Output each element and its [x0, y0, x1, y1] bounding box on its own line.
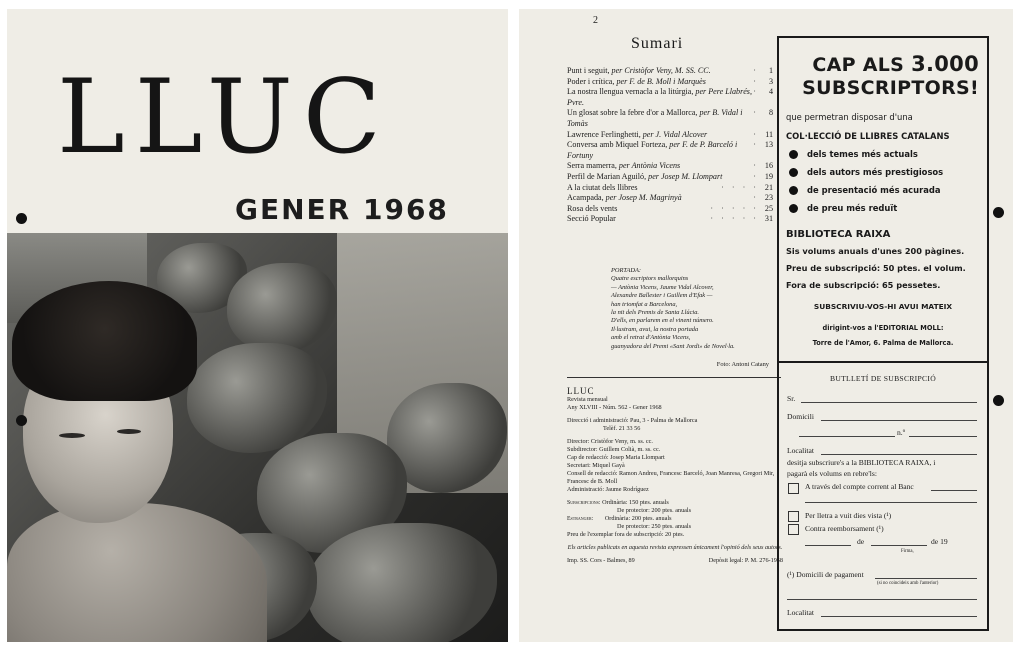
caption-line: Quatre escriptors mallorquins — [611, 275, 689, 283]
masthead-title: LLUC — [57, 58, 391, 177]
bullet-icon — [789, 186, 798, 195]
toc-entry: Secció Popular · · · · · 31 — [567, 214, 773, 224]
option-checkbox[interactable] — [788, 511, 799, 522]
caption-line: — Antònia Vicens, Jaume Vidal Alcover, — [611, 283, 714, 291]
bank-line-2[interactable] — [805, 502, 977, 503]
issue-date: GENER 1968 — [235, 193, 449, 226]
form-title: BUTLLETÍ DE SUBSCRIPCIÓ — [829, 374, 937, 383]
subscription-ad: CAP ALS 3.000 SUBSCRIPTORS! que permetran disposar d'una COL·LECCIÓ DE LLIBRES CATALANS dels temes més actuals dels autors més prestigiosos de presentació més acurada de preu més reduït BIBLIOTECA RAIXA Sis volums anuals d'unes 200 pàgines. Preu de subscripció: 50 ptes. el volum. Fora de subscripció: 65 pessetes. SUBSCRIVIU-VOS-HI AVUI MATEIX dirigint-vos a l'EDITORIAL MOLL: Torre de l'Amor, 6. Palma de Mallorca. BUTLLETÍ DE SUBSCRIPCIÓ Sr. Domicili n.º Localitat desitja subscriure's a la BIBLIOTECA RAIXA, i pagarà els volums en rebre'ls: A través del compte corrent al Banc Per lletra a vuit dies vista (¹) Contra reemborsament (¹) de de 19 Firma, (¹) Domicili de pagament (si no coincideix amb l'anterior) Localitat — [777, 36, 989, 631]
photo-eye — [59, 433, 85, 438]
page-number: 2 — [593, 15, 598, 26]
toc-entry: A la ciutat dels llibres · · · · 21 — [567, 182, 773, 192]
cover-caption: PORTADA: Quatre escriptors mallorquins — Antònia Vicens, Jaume Vidal Alcover, Alexandre Ballester i Guillem d'Efak — han triomfat a Barcelona, la nit dels Premis de Santa Llúcia. D'ells, en parlarem en el vinent número. Il·lustram, avui, la nostra portada amb el retrat d'Antònia Vicens, guanyadora del Premi «Sant Jordi» de Novel·la. — [611, 267, 781, 351]
ad-bullet: dels autors més prestigiosos — [789, 167, 943, 177]
toc-entry: Serra mamerra, per Antònia Vicens · 16 — [567, 161, 773, 171]
ad-bullet: de preu més reduït — [789, 203, 897, 213]
payment-town-line[interactable] — [821, 616, 977, 617]
bullet-icon — [789, 204, 798, 213]
toc-entry: Perfil de Marian Aguiló, per Josep M. Llompart · 19 — [567, 171, 773, 181]
photo-hair — [12, 281, 197, 401]
bank-line[interactable] — [931, 490, 977, 491]
caption-line: Alexandre Ballester i Guillem d'Efak — — [611, 292, 713, 300]
sumari-title: Sumari — [631, 35, 684, 52]
bullet-icon — [789, 150, 798, 159]
cover-photo — [7, 233, 508, 642]
photo-sweater — [7, 503, 267, 642]
caption-line: D'ells, en parlarem en el vinent número. — [611, 317, 714, 325]
toc-entry: La nostra llengua vernacla a la litúrgia, per Pere Llabrés, Pvre. · 4 — [567, 87, 773, 107]
table-of-contents — [567, 66, 773, 225]
option-checkbox[interactable] — [788, 483, 799, 494]
binding-hole — [993, 395, 1004, 406]
bullet-icon — [789, 168, 798, 177]
colophon: LLUC Revista mensual Any XLVIII - Núm. 562 - Gener 1968 Direcció i administració: Pau, 3 - Palma de Mallorca Telèf. 21 33 56 Director: Cristòfor Veny, m. ss. cc. Subdirector: Guillem Colià, m. ss. cc. Cap de redacció: Josep Maria Llompart Secretari: Miquel Gayà Consell de redacció: Ramon Andreu, Francesc Barceló, Joan Manresa, Gregori Mir, Francesc de B. Moll Administració: Jaume Rodríguez Subscripcions: Ordinària: 150 ptes. anuals De protector: 200 ptes. anuals Estranger: Ordinària: 200 ptes. anuals De protector: 250 ptes. anuals Preu de l'exemplar fora de subscripció: 20 ptes. Els articles publicats en aquesta revista expressen únicament l'opinió dels seus autors. Imp. SS. Cors - Balmes, 89 Depòsit legal: P. M. 276-1958 — [567, 386, 783, 564]
caption-line: han triomfat a Barcelona, — [611, 300, 678, 308]
address-line[interactable] — [821, 420, 977, 421]
toc-entry: Un glosat sobre la febre d'or a Mallorca, per B. Vidal i Tomàs · 8 — [567, 108, 773, 128]
caption-line: amb el retrat d'Antònia Vicens, — [611, 334, 691, 342]
caption-line: guanyadora del Premi «Sant Jordi» de Novel·la. — [611, 342, 735, 350]
option-checkbox[interactable] — [788, 524, 799, 535]
place-line[interactable] — [805, 545, 851, 546]
binding-hole — [16, 213, 27, 224]
toc-entry: Conversa amb Miquel Forteza, per F. de P. Barceló i Fortuny · 13 — [567, 140, 773, 160]
photo-foliage — [307, 523, 497, 642]
address-line-2[interactable] — [799, 436, 895, 437]
cover-page — [7, 9, 508, 642]
binding-hole — [993, 207, 1004, 218]
name-line[interactable] — [801, 402, 977, 403]
toc-entry: Punt i seguit, per Cristòfor Veny, M. SS. CC. · 1 — [567, 66, 773, 75]
toc-entry: Rosa dels vents · · · · · 25 — [567, 203, 773, 213]
ad-bullet: de presentació més acurada — [789, 185, 941, 195]
payment-address-line[interactable] — [875, 578, 977, 579]
date-line[interactable] — [871, 545, 927, 546]
inner-page — [519, 9, 1013, 642]
photo-credit: Foto: Antoni Catany — [716, 361, 769, 368]
payment-address-line-2[interactable] — [787, 599, 977, 600]
divider — [567, 377, 781, 378]
town-line[interactable] — [821, 454, 977, 455]
photo-eye — [117, 429, 141, 434]
photo-foliage — [227, 263, 337, 353]
caption-line: la nit dels Premis de Santa Llúcia. — [611, 309, 699, 317]
ad-divider — [779, 361, 987, 363]
number-line[interactable] — [909, 436, 977, 437]
toc-entry: Acampada, per Josep M. Magrinyà · 23 — [567, 193, 773, 203]
binding-hole — [16, 415, 27, 426]
ad-headline: CAP ALS 3.000 SUBSCRIPTORS! — [802, 52, 979, 100]
toc-entry: Poder i crítica, per F. de B. Moll i Marquès · 3 — [567, 76, 773, 86]
caption-line: Il·lustram, avui, la nostra portada — [611, 325, 699, 333]
toc-entry: Lawrence Ferlinghetti, per J. Vidal Alcover · 11 — [567, 129, 773, 139]
ad-bullet: dels temes més actuals — [789, 149, 918, 159]
